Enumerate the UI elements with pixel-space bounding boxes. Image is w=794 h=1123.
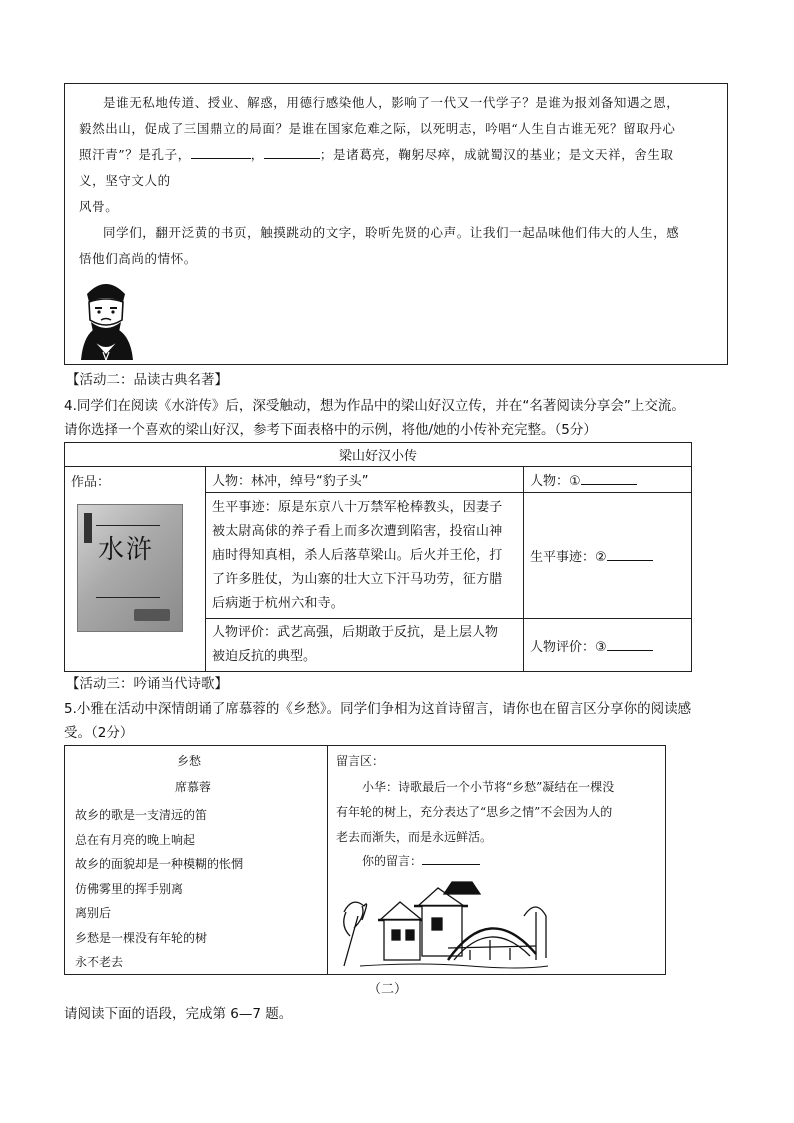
comment-cell xyxy=(328,746,666,975)
confucius-portrait-icon xyxy=(73,272,139,360)
section-label: （二） xyxy=(368,982,408,997)
book-spine-mark xyxy=(84,513,92,543)
your-comment-row[interactable] xyxy=(362,852,480,869)
q4-line-2: 请你选择一个喜欢的梁山好汉，参考下面表格中的示例，将他/她的小传补充完整。（5分） xyxy=(64,422,597,438)
deeds-line-5: 后病逝于杭州六和寺。 xyxy=(212,595,345,611)
intro-line-4: 义，坚守文人的 xyxy=(79,173,171,188)
deeds-blank-cell[interactable] xyxy=(524,493,692,619)
xiaohua-line-3: 老去而渐失，而是永远鲜活。 xyxy=(336,830,493,844)
deeds-blank-label: 生平事迹：② xyxy=(530,550,607,565)
book-line-bottom xyxy=(96,597,160,598)
xiaohua-line-2: 有年轮的树上，充分表达了“思乡之情”不会因为人的 xyxy=(336,805,613,819)
poem-line-6: 乡愁是一棵没有年轮的树 xyxy=(75,930,208,945)
deeds-line-1: 生平事迹：原是东京八十万禁军枪棒教头，因妻子 xyxy=(212,499,503,515)
work-cell xyxy=(65,467,206,672)
work-label: 作品： xyxy=(71,475,111,490)
deeds-line-2: 被太尉高俅的养子看上而多次遭到陷害，投宿山神 xyxy=(212,523,503,539)
xiaohua-comment xyxy=(336,775,614,850)
book-publisher-mark xyxy=(134,609,170,621)
poem-title: 乡愁 xyxy=(177,754,202,768)
eval-blank-cell[interactable] xyxy=(524,619,692,672)
poem-line-3: 故乡的面貌却是一种模糊的怅惘 xyxy=(75,857,244,871)
water-town-sketch-icon xyxy=(340,876,552,971)
intro-line-5: 风骨。 xyxy=(79,199,119,214)
eval-blank-label: 人物评价：③ xyxy=(530,639,607,655)
eval-example xyxy=(206,619,524,672)
poem-line-1: 故乡的歌是一支清远的笛 xyxy=(75,808,208,822)
book-cover-image xyxy=(77,504,183,632)
q5-line-1: 5.小雅在活动中深情朗诵了席慕蓉的《乡愁》。同学们争相为这首诗留言，请你也在留言区分享你的阅读感 xyxy=(64,701,692,717)
hero-bio-table xyxy=(64,442,692,672)
poem-author: 席慕蓉 xyxy=(175,780,212,794)
your-comment-label: 你的留言： xyxy=(362,854,423,868)
poem-line-7: 永不老去 xyxy=(75,955,124,969)
your-comment-blank[interactable] xyxy=(422,864,480,865)
poem-line-4: 仿佛雾里的挥手别离 xyxy=(75,881,184,896)
eval-line-1: 人物评价：武艺高强，后期敢于反抗，是上层人物 xyxy=(212,625,499,640)
poem-body xyxy=(75,803,243,975)
intro-line-1: 是谁无私地传道、授业、解惑，用德行感染他人，影响了一代又一代学子？是谁为报刘备知遇之恩， xyxy=(103,95,680,110)
deeds-example xyxy=(206,493,524,619)
deeds-line-3: 庙时得知真相，杀人后落草梁山。后火并王伦，打 xyxy=(212,547,503,563)
intro-box xyxy=(64,83,728,365)
xiaohua-line-1: 小华：诗歌最后一个小节将“乡愁”凝结在一棵没 xyxy=(362,780,615,794)
intro-line-6: 同学们，翻开泛黄的书页，触摸跳动的文字，聆听先贤的心声。让我们一起品味他们伟大的人生，感 xyxy=(103,225,680,240)
intro-line-2: 毅然出山，促成了三国鼎立的局面？是谁在国家危难之际，以死明志，吟唱“人生自古谁无死？留取丹心 xyxy=(79,121,676,136)
book-line-top xyxy=(96,525,160,526)
poem-cell xyxy=(65,746,328,975)
intro-comma: ， xyxy=(250,147,264,162)
blank-2[interactable] xyxy=(264,158,320,159)
activity3-heading: 【活动三：吟诵当代诗歌】 xyxy=(66,676,228,692)
intro-line-3-end: ；是诸葛亮，鞠躬尽瘁，成就蜀汉的基业；是文天祥，舍生取 xyxy=(319,147,674,162)
person-blank-cell[interactable] xyxy=(524,467,692,493)
eval-blank[interactable] xyxy=(607,650,653,651)
blank-1[interactable] xyxy=(191,158,251,159)
deeds-blank[interactable] xyxy=(607,560,653,561)
person-example: 人物：林冲，绰号“豹子头” xyxy=(206,467,524,493)
activity2-heading: 【活动二：品读古典名著】 xyxy=(66,372,228,388)
poem-table xyxy=(64,745,666,975)
table-title: 梁山好汉小传 xyxy=(65,443,692,467)
poem-line-5: 离别后 xyxy=(75,906,112,920)
poem-line-2: 总在有月亮的晚上响起 xyxy=(75,832,196,847)
intro-line-3 xyxy=(79,142,674,168)
book-title: 水浒 xyxy=(98,535,155,565)
intro-line-7: 悟他们高尚的情怀。 xyxy=(79,251,197,266)
section-instruction: 请阅读下面的语段，完成第 6—7 题。 xyxy=(64,1006,293,1022)
deeds-line-4: 了许多胜仗，为山寨的壮大立下汗马功劳，征方腊 xyxy=(212,571,503,587)
comment-label: 留言区： xyxy=(336,754,385,768)
q5-line-2: 受。（2分） xyxy=(64,725,134,741)
intro-line-3-start: 照汗青”？是孔子， xyxy=(79,147,191,162)
person-blank-label: 人物：① xyxy=(530,474,581,489)
eval-line-2: 被迫反抗的典型。 xyxy=(212,649,317,664)
q4-line-1: 4.同学们在阅读《水浒传》后，深受触动，想为作品中的梁山好汉立传，并在“名著阅读分享会”上交流。 xyxy=(64,398,685,414)
person-blank[interactable] xyxy=(581,484,637,485)
